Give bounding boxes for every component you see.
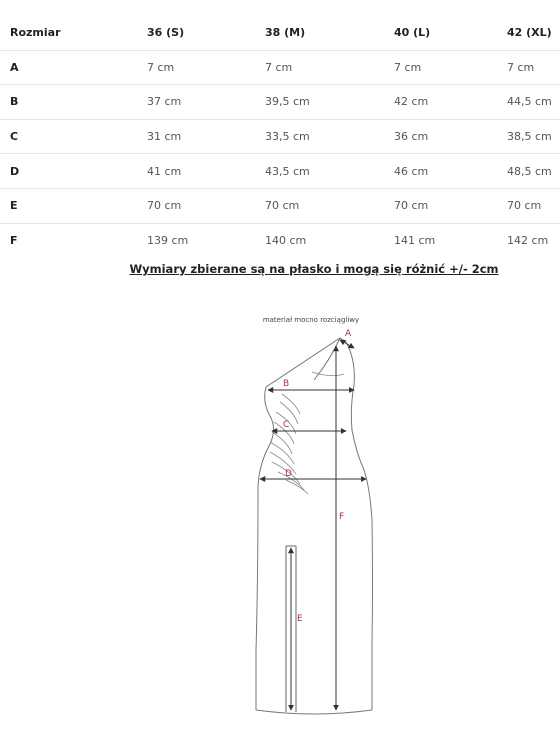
header-size: Rozmiar (10, 16, 147, 50)
table-cell: 48,5 cm (507, 154, 560, 189)
measurement-arrows (260, 340, 366, 710)
size-table (0, 16, 560, 257)
dress-outline (256, 338, 373, 714)
table-cell: 70 cm (147, 188, 265, 223)
arrow-a (340, 340, 354, 348)
table-cell: 70 cm (394, 188, 507, 223)
marker-a: A (345, 329, 352, 339)
table-cell: 44,5 cm (507, 85, 560, 120)
marker-d: D (285, 469, 292, 479)
marker-b: B (283, 379, 290, 389)
marker-f: F (339, 512, 345, 522)
table-cell: 39,5 cm (265, 85, 394, 120)
table-cell: 31 cm (147, 119, 265, 154)
row-label: C (10, 119, 147, 154)
table-cell: 42 cm (394, 85, 507, 120)
table-cell: 41 cm (147, 154, 265, 189)
row-label: E (10, 188, 147, 223)
table-row (0, 50, 560, 85)
table-cell: 7 cm (265, 50, 394, 85)
header-36-s: 36 (S) (147, 16, 265, 50)
table-cell: 38,5 cm (507, 119, 560, 154)
table-cell: 142 cm (507, 233, 549, 247)
dress-measurement-diagram (0, 290, 560, 746)
marker-c: C (283, 420, 290, 430)
table-cell: 7 cm (507, 50, 560, 85)
measurement-note (0, 262, 560, 276)
table-cell: 7 cm (394, 50, 507, 85)
table-cell: 70 cm (265, 188, 394, 223)
header-40-l: 40 (L) (394, 16, 507, 50)
table-cell: 140 cm (265, 233, 307, 247)
row-label: F (10, 233, 18, 247)
table-cell: 46 cm (394, 154, 507, 189)
row-label: B (10, 85, 147, 120)
row-label: D (10, 154, 147, 189)
table-cell: 37 cm (147, 85, 265, 120)
table-cell: 43,5 cm (265, 154, 394, 189)
table-row (0, 223, 560, 257)
measurement-note-text: Wymiary zbierane są na płasko i mogą się różnić +/- 2cm (129, 262, 499, 276)
table-row (0, 119, 560, 154)
table-cell: 70 cm (507, 188, 560, 223)
table-cell: 7 cm (147, 50, 265, 85)
table-cell: 139 cm (147, 233, 189, 247)
marker-e: E (297, 614, 303, 624)
table-cell: 141 cm (394, 233, 436, 247)
table-row (0, 154, 560, 189)
header-42-xl: 42 (XL) (507, 16, 560, 50)
table-row (0, 85, 560, 120)
table-cell: 33,5 cm (265, 119, 394, 154)
table-row (0, 188, 560, 223)
row-label: A (10, 50, 147, 85)
diagram-caption: materiał mocno rozciągliwy (262, 316, 360, 324)
table-header-row (0, 16, 560, 50)
header-38-m: 38 (M) (265, 16, 394, 50)
table-cell: 36 cm (394, 119, 507, 154)
